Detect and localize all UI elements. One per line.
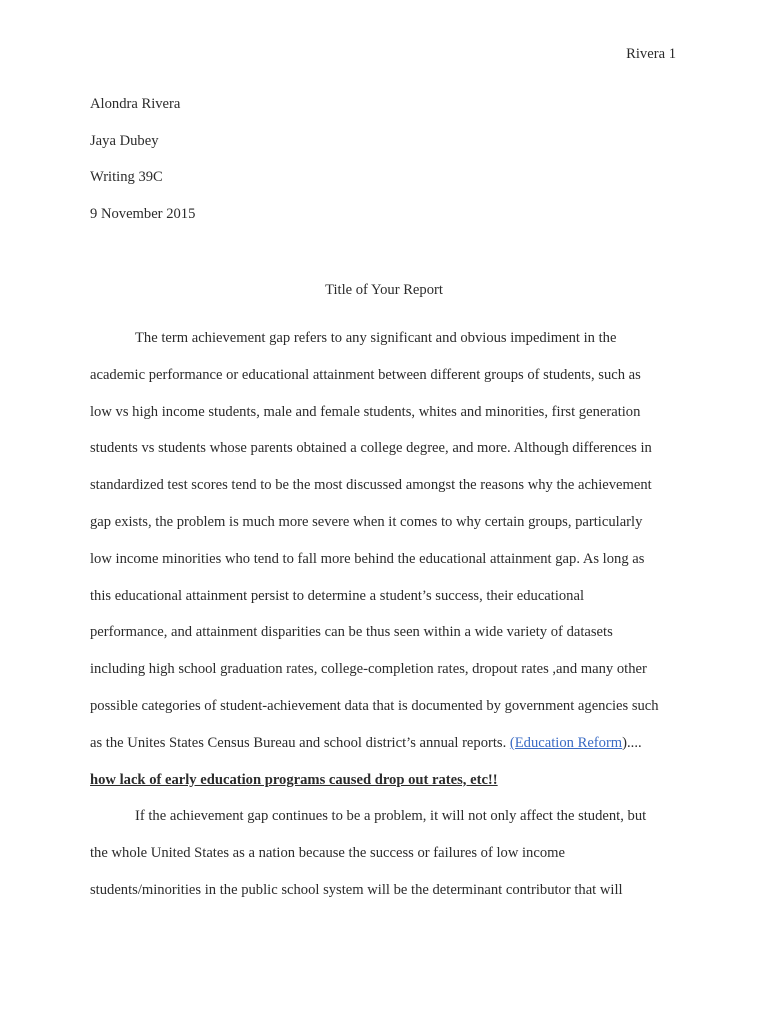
report-title: Title of Your Report [325, 282, 443, 298]
paragraph-1-line: performance, and attainment disparities can be thus seen within a wide variety of datasets [90, 624, 613, 641]
paragraph-1-last-text: as the Unites States Census Bureau and school district’s annual reports. [90, 734, 510, 751]
paragraph-1-line: low income minorities who tend to fall more behind the educational attainment gap. As long as [90, 550, 645, 567]
writer-note: how lack of early education programs caused drop out rates, etc!! [90, 771, 498, 788]
paragraph-2-line: the whole United States as a nation because the success or failures of low income [90, 845, 565, 862]
paragraph-1-last-line [90, 734, 680, 771]
running-head: Rivera 1 [626, 46, 676, 62]
paragraph-1-line: standardized test scores tend to be the most discussed amongst the reasons why the achievement [90, 477, 652, 494]
paragraph-1-line: this educational attainment persist to determine a student’s success, their educational [90, 587, 585, 604]
paragraph-1-line: gap exists, the problem is much more severe when it comes to why certain groups, particularly [90, 513, 643, 530]
paragraph-2-line: students/minorities in the public school system will be the determinant contributor that will [90, 881, 623, 898]
paragraph-1-line: The term achievement gap refers to any significant and obvious impediment in the [135, 330, 617, 346]
document-date: 9 November 2015 [90, 206, 196, 223]
paragraph-1-line: including high school graduation rates, college-completion rates, dropout rates ,and many other [90, 661, 647, 678]
paragraph-1-line: low vs high income students, male and female students, whites and minorities, first generation [90, 403, 641, 420]
instructor-name: Jaya Dubey [90, 132, 159, 149]
education-reform-link[interactable]: (Education Reform [509, 734, 623, 751]
mla-heading [90, 95, 195, 242]
paragraph-1-line: students vs students whose parents obtained a college degree, and more. Although differences in [90, 440, 652, 457]
course-name: Writing 39C [90, 169, 163, 186]
author-name: Alondra Rivera [90, 96, 181, 112]
paragraph-2-line: If the achievement gap continues to be a problem, it will not only affect the student, but [135, 808, 647, 825]
report-body [90, 329, 680, 918]
paragraph-1-line: academic performance or educational attainment between different groups of students, such as [90, 366, 641, 383]
paragraph-1-trailing-text: ).... [622, 734, 642, 751]
paragraph-1-line: possible categories of student-achievement data that is documented by government agencies such [90, 697, 659, 714]
